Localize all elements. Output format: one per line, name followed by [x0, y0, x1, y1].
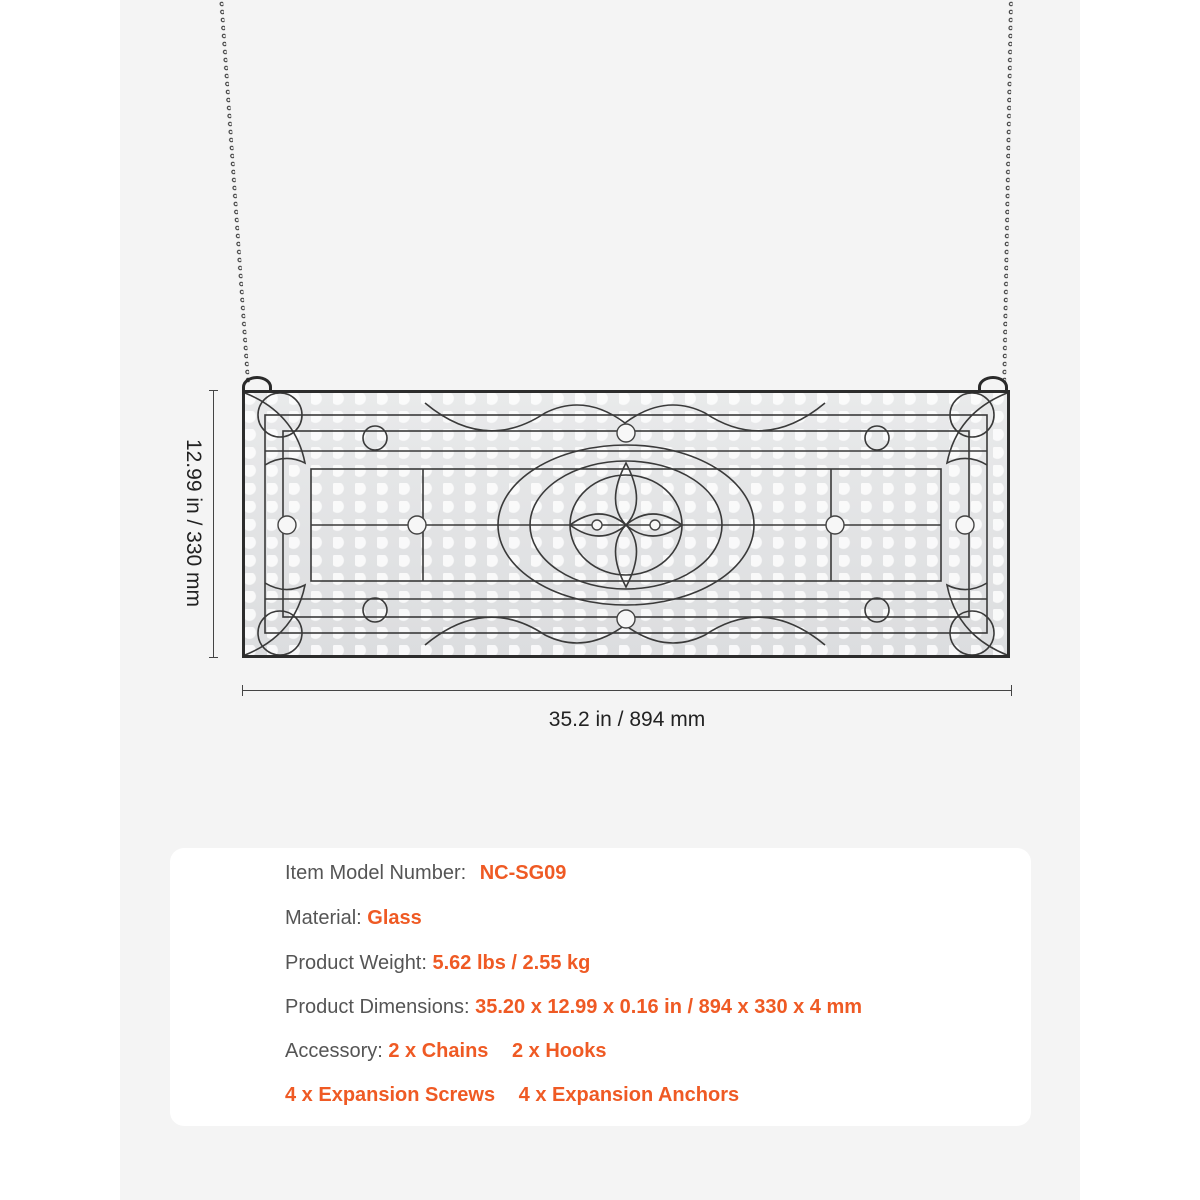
glass-pattern	[245, 393, 1007, 655]
accessory-item: 2 x Chains	[388, 1040, 489, 1062]
material-label: Material:	[285, 907, 362, 929]
spec-accessory-row	[285, 1040, 606, 1063]
model-label: Item Model Number:	[285, 862, 467, 884]
spec-weight-row	[285, 952, 590, 975]
accessory-item: 2 x Hooks	[511, 1040, 607, 1062]
weight-label: Product Weight:	[285, 952, 427, 974]
width-dimension-line	[242, 690, 1012, 691]
accessory-label: Accessory:	[285, 1040, 383, 1062]
accessory-item: 4 x Expansion Anchors	[518, 1084, 740, 1106]
specifications-card	[170, 848, 1031, 1126]
width-dimension-label: 35.2 in / 894 mm	[548, 708, 706, 731]
dimensions-label: Product Dimensions:	[285, 996, 470, 1018]
height-dimension-label: 12.99 in / 330 mm	[182, 438, 205, 608]
spec-model-row	[285, 862, 566, 885]
accessory-item: 4 x Expansion Screws	[285, 1084, 496, 1106]
spec-material-row	[285, 907, 422, 930]
dimensions-value: 35.20 x 12.99 x 0.16 in / 894 x 330 x 4 mm	[475, 996, 863, 1018]
model-value: NC-SG09	[479, 862, 567, 884]
spec-accessory-row-2	[285, 1084, 739, 1107]
height-dimension-line	[213, 390, 214, 658]
stained-glass-panel	[242, 390, 1010, 658]
material-value: Glass	[367, 907, 422, 929]
spec-dimensions-row	[285, 996, 862, 1019]
weight-value: 5.62 lbs / 2.55 kg	[432, 952, 591, 974]
